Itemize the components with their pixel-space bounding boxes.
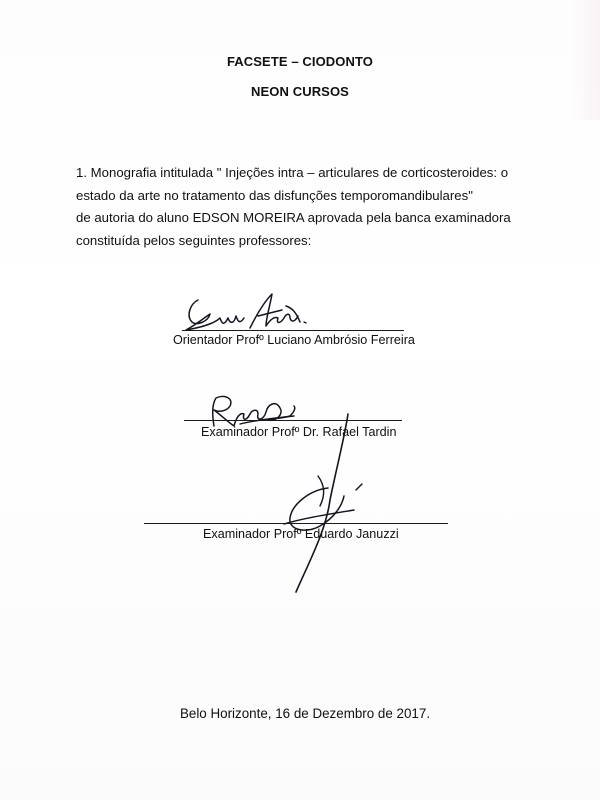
paragraph-line: estado da arte no tratamento das disfunções temporomandibulares" xyxy=(76,187,473,203)
paragraph-line: de autoria do aluno EDSON MOREIRA aprovada pela banca examinadora xyxy=(76,210,511,225)
approval-paragraph xyxy=(76,162,586,252)
signature-line xyxy=(182,330,404,331)
signature-caption: Examinador Profº Dr. Rafael Tardin xyxy=(201,425,397,439)
handwritten-signature-examiner-2 xyxy=(270,410,390,600)
signature-caption: Orientador Profº Luciano Ambrósio Ferreira xyxy=(173,333,415,347)
institution-title: FACSETE – CIODONTO xyxy=(226,54,374,69)
paragraph-line: 1. Monografia intitulada " Injeções intra – articulares de corticosteroides: o xyxy=(76,165,509,180)
paragraph-line: constituída pelos seguintes professores: xyxy=(76,232,312,248)
course-title: NEON CURSOS xyxy=(251,84,349,99)
signature-line xyxy=(144,523,448,524)
place-and-date: Belo Horizonte, 16 de Dezembro de 2017. xyxy=(179,706,431,721)
signature-caption: Examinador Profº Eduardo Januzzi xyxy=(203,527,399,541)
